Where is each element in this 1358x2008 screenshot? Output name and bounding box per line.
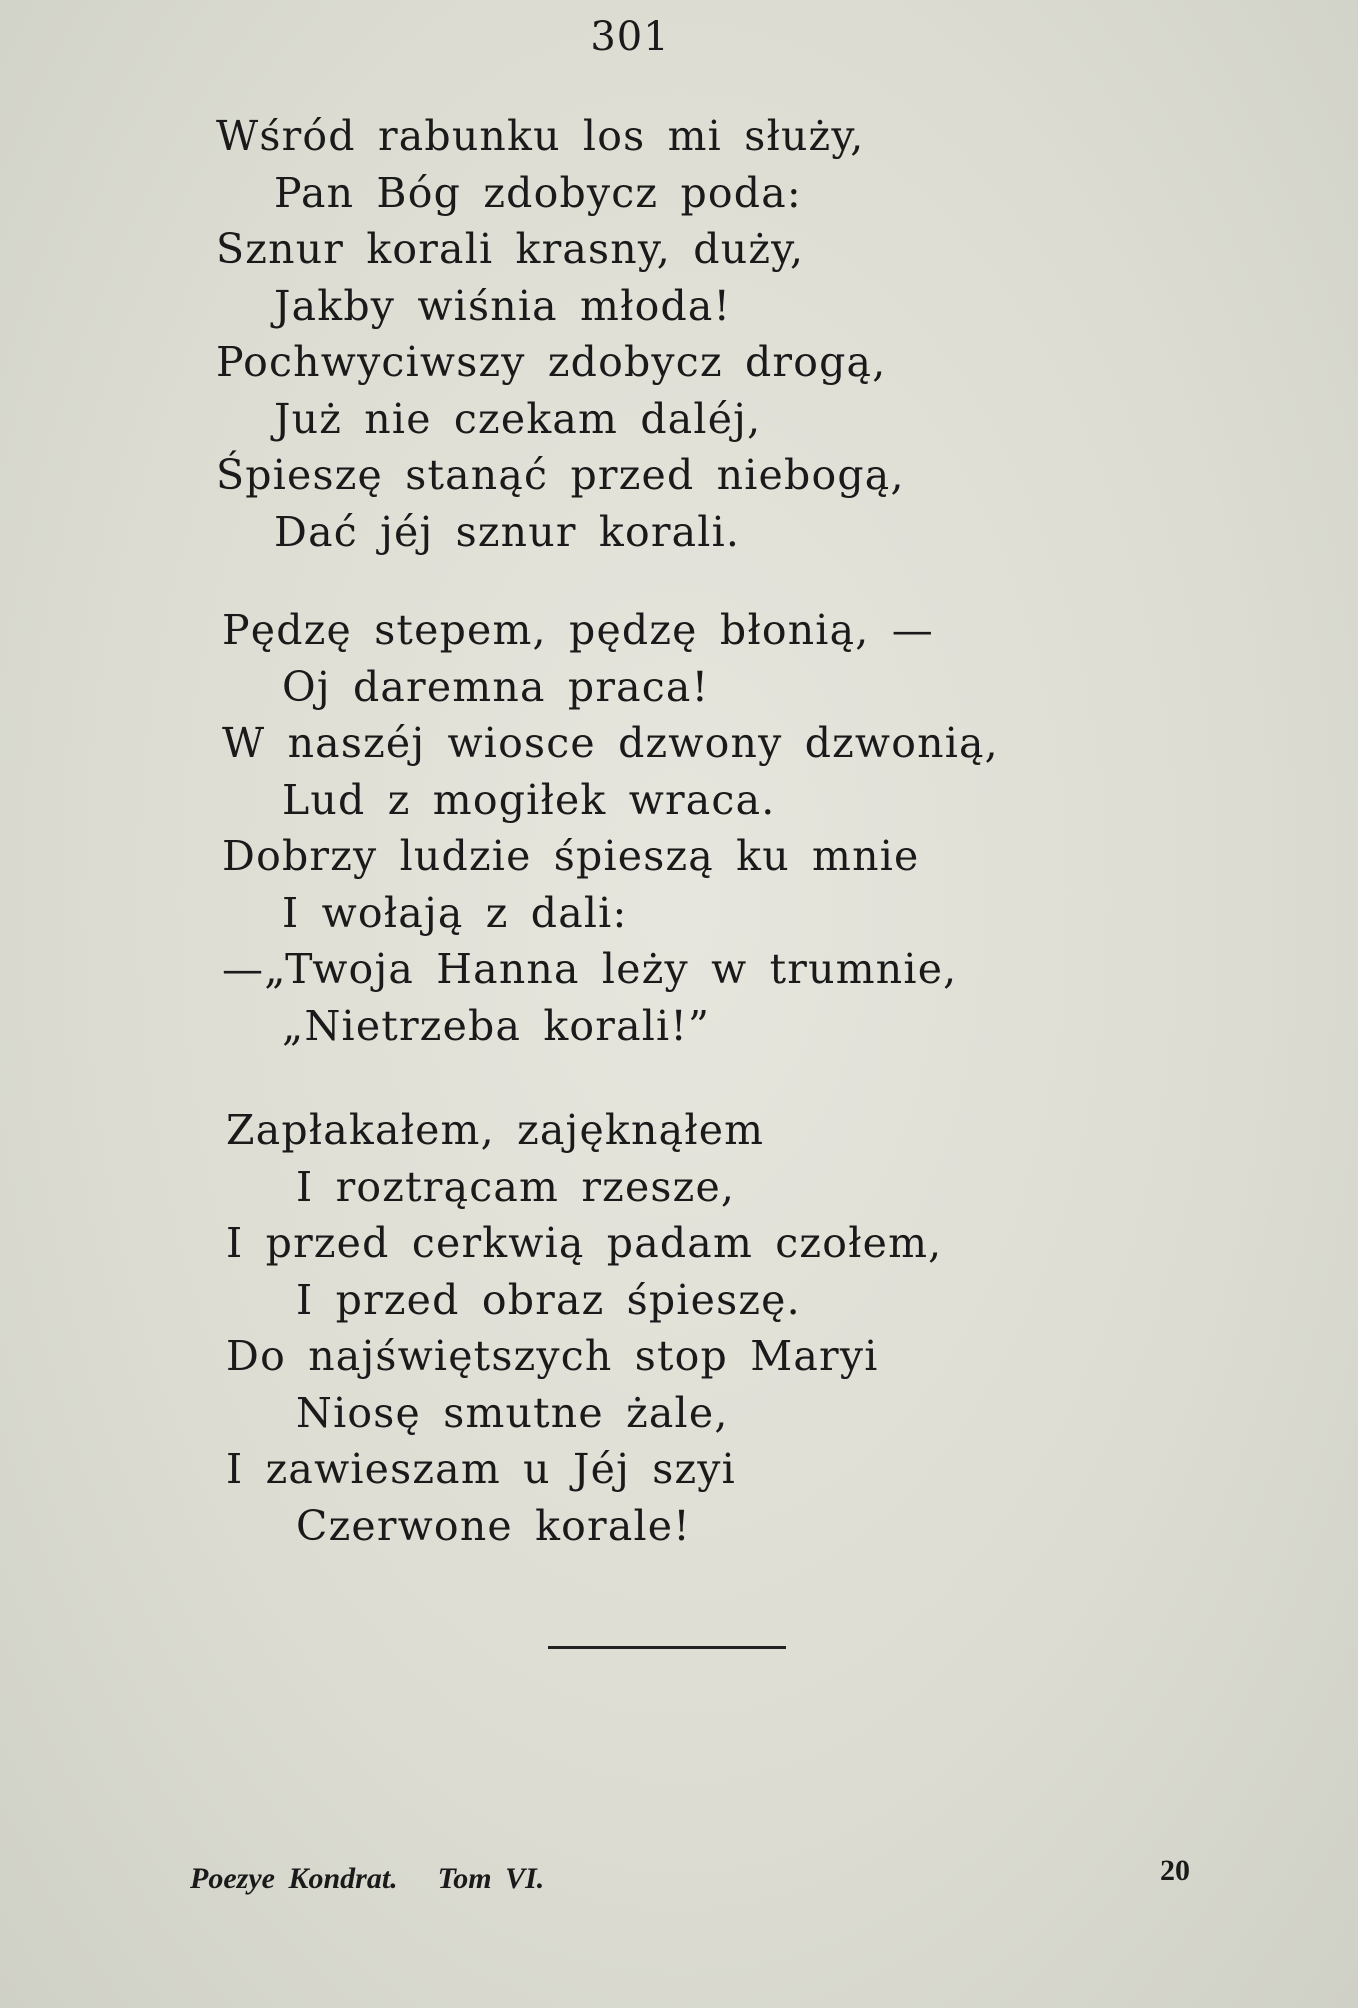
footer-volume: Tom VI.	[437, 1862, 545, 1895]
footer-signature	[190, 1862, 544, 1896]
poem-line: Niosę smutne żale,	[296, 1388, 729, 1437]
poem-line: Do najświętszych stop Maryi	[226, 1332, 879, 1380]
poem-line: Sznur korali krasny, duży,	[216, 225, 805, 273]
poem-line: I zawieszam u Jéj szyi	[226, 1445, 736, 1493]
poem-line: Pan Bóg zdobycz poda:	[274, 168, 802, 217]
footer-signature-number: 20	[1160, 1854, 1190, 1887]
poem-line: Lud z mogiłek wraca.	[282, 775, 776, 824]
footer-book-title: Poezye Kondrat.	[190, 1862, 398, 1895]
poem-line: I przed obraz śpieszę.	[296, 1275, 801, 1324]
poem-line: Zapłakałem, zajęknąłem	[226, 1106, 765, 1154]
poem-line: I wołają z dali:	[282, 888, 628, 937]
poem-line: I roztrącam rzesze,	[296, 1162, 736, 1211]
poem-line: Dać jéj sznur korali.	[274, 507, 741, 556]
poem-line: Śpieszę stanąć przed niebogą,	[216, 451, 905, 499]
poem-line: Dobrzy ludzie śpieszą ku mnie	[222, 832, 920, 880]
poem-line: W naszéj wiosce dzwony dzwonią,	[222, 719, 999, 767]
poem-line: Pędzę stepem, pędzę błonią, —	[222, 606, 934, 654]
poem-line: Jakby wiśnia młoda!	[274, 281, 732, 330]
poem-line: Oj daremna praca!	[282, 662, 710, 711]
end-rule	[548, 1646, 786, 1649]
poem-line: Pochwyciwszy zdobycz drogą,	[216, 338, 887, 386]
poem-line: I przed cerkwią padam czołem,	[226, 1219, 943, 1267]
page-number: 301	[590, 14, 670, 60]
poem-line: „Nietrzeba korali!”	[282, 1001, 711, 1050]
poem-line: Już nie czekam daléj,	[274, 394, 762, 443]
poem-line: Wśród rabunku los mi służy,	[216, 112, 865, 160]
poem-line: —„Twoja Hanna leży w trumnie,	[222, 945, 958, 993]
poem-line: Czerwone korale!	[296, 1501, 691, 1550]
